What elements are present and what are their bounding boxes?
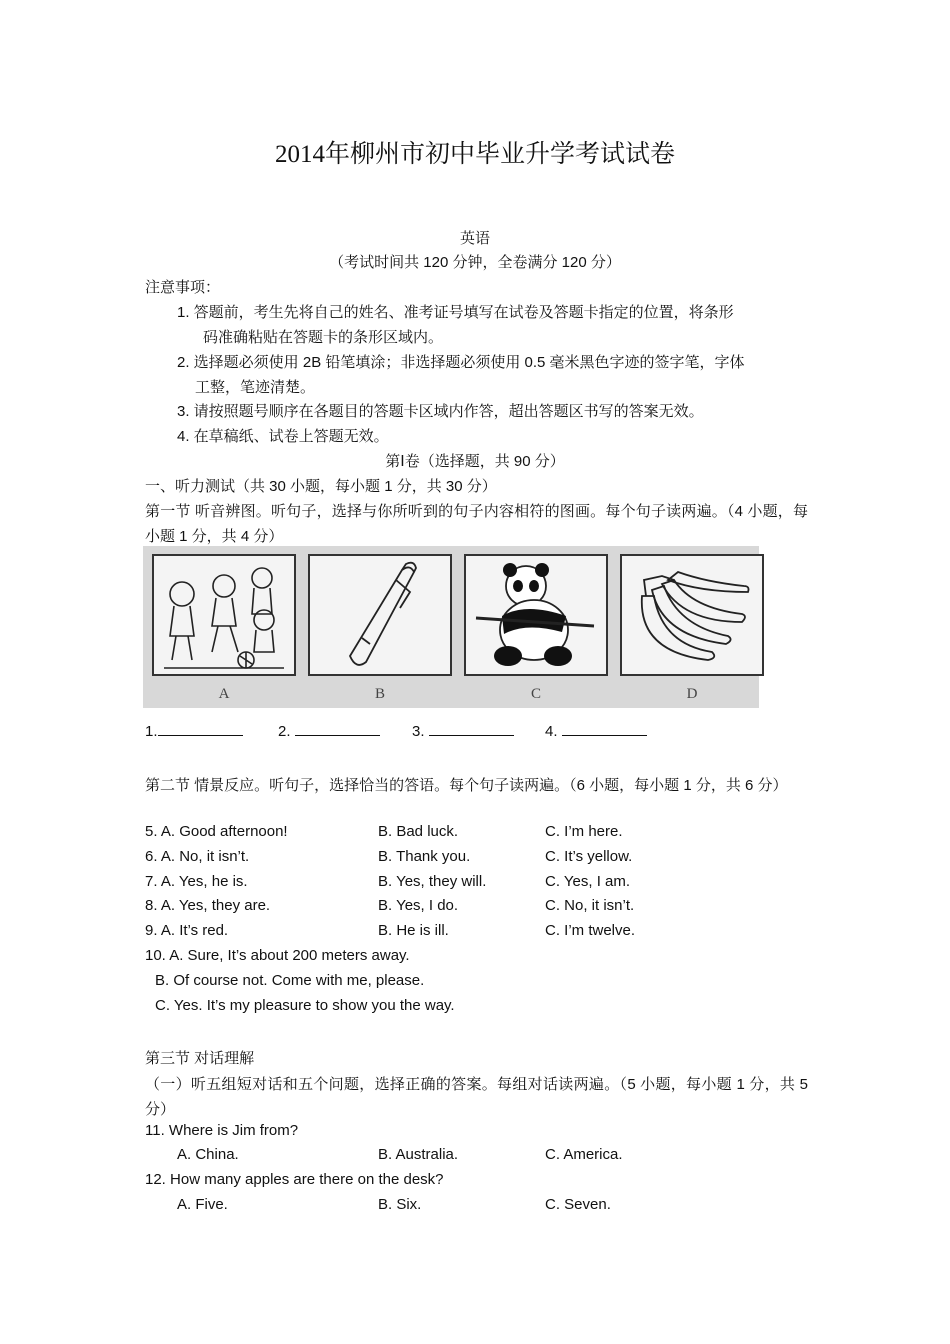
q9-option-c: C. I’m twelve.	[545, 922, 636, 939]
notice-2-cont: 工整，笔迹清楚。	[195, 379, 316, 396]
picture-label-a: A	[218, 686, 230, 702]
picture-a	[152, 554, 296, 676]
notice-4: 4. 在草稿纸、试卷上答题无效。	[177, 428, 389, 445]
exam-info: （考试时间共 120 分钟，全卷满分 120 分）	[329, 254, 621, 271]
q8-option-b: B. Yes, I do.	[378, 897, 459, 914]
section1-instructions: 第一节 听音辨图。听句子，选择与你所听到的句子内容相符的图画。每个句子读两遍。（4 小题，每小题 1 分，共 4 分）	[145, 503, 808, 545]
q8-option-a: 8. A. Yes, they are.	[145, 897, 271, 914]
q7-option-c: C. Yes, I am.	[545, 873, 631, 890]
q12-option-b: B. Six.	[378, 1196, 422, 1213]
q9-option-b: B. He is ill.	[378, 922, 449, 939]
picture-label-d: D	[686, 686, 698, 702]
q7-option-a: 7. A. Yes, he is.	[145, 873, 248, 890]
q11-question: 11. Where is Jim from?	[145, 1122, 299, 1139]
notice-heading: 注意事项：	[145, 279, 221, 296]
q11-option-b: B. Australia.	[378, 1146, 459, 1163]
q9-option-a: 9. A. It’s red.	[145, 922, 229, 939]
panda-icon	[466, 556, 606, 674]
subject-label: 英语	[459, 230, 490, 247]
q11-option-a: A. China.	[177, 1146, 239, 1163]
volume-heading: 第Ⅰ卷（选择题，共 90 分）	[385, 453, 565, 470]
blank-2[interactable]: 2.	[278, 723, 380, 740]
blank-4[interactable]: 4.	[545, 723, 647, 740]
q10-option-c: C. Yes. It’s my pleasure to show you the way.	[155, 997, 455, 1014]
notice-2: 2. 选择题必须使用 2B 铅笔填涂；非选择题必须使用 0.5 毫米黑色字迹的签字笔，字体	[177, 354, 745, 371]
q12-option-a: A. Five.	[177, 1196, 228, 1213]
picture-label-c: C	[530, 686, 541, 702]
q10-option-a: 10. A. Sure, It’s about 200 meters away.	[145, 947, 410, 964]
picture-label-b: B	[374, 686, 385, 702]
q5-option-b: B. Bad luck.	[378, 823, 459, 840]
q6-option-b: B. Thank you.	[378, 848, 471, 865]
q11-option-c: C. America.	[545, 1146, 623, 1163]
q12-option-c: C. Seven.	[545, 1196, 611, 1213]
section2-instructions: 第二节 情景反应。听句子，选择恰当的答语。每个句子读两遍。（6 小题，每小题 1 分，共 6 分）	[145, 777, 788, 794]
section3-heading: 第三节 对话理解	[145, 1050, 255, 1067]
q12-question: 12. How many apples are there on the desk?	[145, 1171, 444, 1188]
q8-option-c: C. No, it isn’t.	[545, 897, 635, 914]
picture-d	[620, 554, 764, 676]
picture-c	[464, 554, 608, 676]
part1-heading: 一、听力测试（共 30 小题，每小题 1 分，共 30 分）	[145, 478, 497, 495]
bananas-icon	[622, 556, 762, 674]
q5-option-c: C. I’m here.	[545, 823, 623, 840]
notice-1: 1. 答题前，考生先将自己的姓名、准考证号填写在试卷及答题卡指定的位置，将条形	[177, 304, 734, 321]
section3-instructions: （一）听五组短对话和五个问题，选择正确的答案。每组对话读两遍。（5 小题，每小题 1 分，共 5 分）	[145, 1076, 808, 1118]
pen-icon	[310, 556, 450, 674]
q10-option-b: B. Of course not. Come with me, please.	[155, 972, 425, 989]
q6-option-a: 6. A. No, it isn’t.	[145, 848, 250, 865]
q5-option-a: 5. A. Good afternoon!	[145, 823, 288, 840]
picture-b	[308, 554, 452, 676]
notice-1-cont: 码准确粘贴在答题卡的条形区域内。	[203, 329, 444, 346]
blank-1[interactable]: 1.	[145, 723, 243, 740]
notice-3: 3. 请按照题号顺序在各题目的答题卡区域内作答，超出答题区书写的答案无效。	[177, 403, 704, 420]
blank-3[interactable]: 3.	[412, 723, 514, 740]
listening-pictures	[143, 546, 759, 708]
q7-option-b: B. Yes, they will.	[378, 873, 487, 890]
q6-option-c: C. It’s yellow.	[545, 848, 633, 865]
children-playing-icon	[154, 556, 294, 674]
exam-title: 2014年柳州市初中毕业升学考试试卷	[274, 141, 675, 168]
